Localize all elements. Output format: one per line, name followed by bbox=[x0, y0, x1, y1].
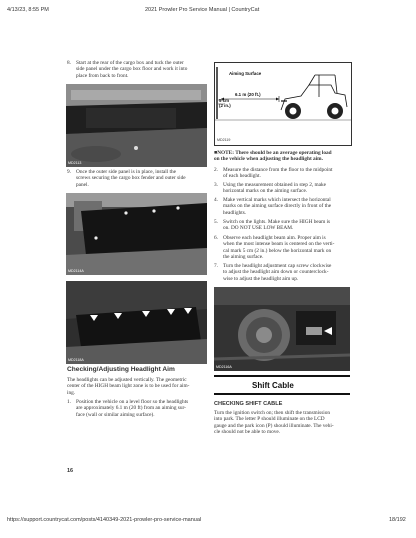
photo-headlight-adjustment bbox=[214, 287, 350, 371]
figure-code: MD2114A bbox=[68, 269, 84, 273]
headlight-intro: The headlights can be adjusted vertically. The geometric center of the HIGH beam light zone is to be used for aim- ing. bbox=[67, 377, 190, 396]
section-rule-top bbox=[214, 375, 350, 377]
shift-cable-text: Turn the ignition switch on; then shift the transmission into park. The letter P should illuminate on the LCD gauge and the park icon (P) should illuminate. The vehi- cle should not be able to move. bbox=[214, 410, 334, 435]
step-7: 7. Turn the headlight adjustment cap screw clockwise to adjust the headlight aim down or counterclock- wise to adjust the headlight aim up. bbox=[214, 263, 332, 282]
step-6: 6. Observe each headlight beam aim. Proper aim is when the most intense beam is centered on the verti- cal mark 5 cm (2 in.) below the horizontal mark on the aiming surface. bbox=[214, 235, 335, 260]
page-number: 16 bbox=[67, 468, 74, 474]
section-title-shift-cable: Shift Cable bbox=[252, 381, 294, 390]
print-page-count: 18/192 bbox=[389, 517, 406, 523]
section-heading-headlight-aim: Checking/Adjusting Headlight Aim bbox=[67, 366, 175, 373]
sub-heading-checking-shift-cable: CHECKING SHIFT CABLE bbox=[214, 401, 283, 407]
figure-code: MD2118A bbox=[68, 358, 84, 362]
aiming-surface-label: Aiming Surface bbox=[229, 71, 262, 76]
photo-cargo-box-rear-drawing bbox=[66, 84, 207, 167]
section-rule-bottom bbox=[214, 393, 350, 395]
height-label-in: (2 in.) bbox=[219, 103, 231, 108]
headlight-aim-diagram bbox=[214, 62, 352, 146]
photo-outer-side-panel bbox=[66, 193, 207, 275]
print-datetime: 4/13/23, 8:55 PM bbox=[7, 7, 49, 13]
distance-label: 6.1 m (20 ft.) bbox=[235, 92, 261, 97]
step-5: 5. Switch on the lights. Make sure the HIGH beam is on. DO NOT USE LOW BEAM. bbox=[214, 219, 331, 232]
print-url: https://support.countrycat.com/posts/4140349-2021-prowler-pro-service-manual bbox=[7, 517, 202, 523]
photo-outer-side-panel-drawing bbox=[66, 193, 207, 275]
step-3: 3. Using the measurement obtained in step 2, make horizontal marks on the aiming surface. bbox=[214, 182, 326, 195]
step-8: 8. Start at the rear of the cargo box and tuck the outer side panel under the cargo box floor and work it into place from back to front. bbox=[67, 60, 188, 79]
step-1: 1. Position the vehicle on a level floor so the headlights are approximately 6.1 m (20 ft) from an aiming sur- face (wall or similar aiming surface). bbox=[67, 399, 189, 418]
height-label: 5 cm bbox=[219, 98, 230, 103]
note: ■NOTE: There should be an average operating load on the vehicle when adjusting the headlight aim. bbox=[214, 150, 332, 163]
step-4: 4. Make vertical marks which intersect the horizontal marks on the aiming surface directly in front of the headlights. bbox=[214, 197, 332, 216]
photo-fender-screws-drawing bbox=[66, 281, 207, 364]
photo-headlight-adjustment-drawing bbox=[214, 287, 350, 371]
photo-fender-screws bbox=[66, 281, 207, 364]
figure-code: MD2116A bbox=[216, 365, 232, 369]
figure-code: MD2119 bbox=[217, 138, 231, 142]
photo-cargo-box-rear bbox=[66, 84, 207, 167]
step-9: 9. Once the outer side panel is in place, install the screws securing the cargo box fender and outer side panel. bbox=[67, 169, 186, 188]
print-page-title: 2021 Prowler Pro Service Manual | CountryCat bbox=[145, 7, 260, 13]
step-2: 2. Measure the distance from the floor to the midpoint of each headlight. bbox=[214, 167, 333, 180]
figure-code: MD2113 bbox=[68, 161, 82, 165]
